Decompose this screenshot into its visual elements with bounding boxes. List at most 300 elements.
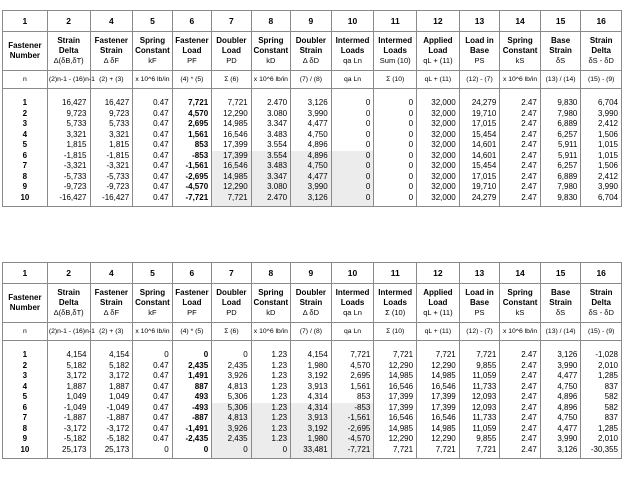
column-number: 10 (331, 263, 374, 284)
table-cell: 11,059 (459, 424, 500, 435)
table-cell: 0 (374, 119, 417, 130)
column-header (540, 32, 581, 71)
column-symbol: Δ δF (103, 308, 120, 317)
table-cell: 3.347 (251, 172, 290, 183)
table-cell: 4,154 (47, 350, 90, 361)
column-symbol: δS - δD (588, 308, 614, 317)
table-cell: 493 (172, 392, 211, 403)
table-cell: 0 (133, 445, 172, 459)
table-row (3, 392, 622, 403)
table-cell: -5,182 (90, 434, 133, 445)
table-row (3, 172, 622, 183)
table-cell: 4,314 (291, 392, 332, 403)
table-cell: 0 (331, 109, 374, 120)
spacer-cell (47, 89, 90, 99)
table-row (3, 403, 622, 414)
fastener-number-cell: 6 (3, 403, 48, 414)
column-title: Doubler Strain (295, 288, 327, 307)
column-symbol: qL + (11) (423, 56, 453, 65)
table-row (3, 382, 622, 393)
table-cell: 2.47 (500, 193, 541, 207)
column-symbol: kD (266, 308, 276, 317)
table-cell: 0 (331, 98, 374, 109)
fastener-number-cell: 4 (3, 130, 48, 141)
column-title: Fastener Strain (94, 288, 129, 307)
table-cell: 3.347 (251, 119, 290, 130)
table-cell: 0 (374, 98, 417, 109)
table-cell: 3,913 (291, 413, 332, 424)
table-cell: 12,290 (374, 434, 417, 445)
table-cell: 0 (374, 109, 417, 120)
table-row (3, 193, 622, 207)
table-cell: 12,290 (417, 361, 460, 372)
spacer-cell (459, 89, 500, 99)
column-number: 4 (90, 263, 133, 284)
column-formula: (2) + (3) (90, 323, 133, 341)
table-cell: 0 (331, 172, 374, 183)
table-row (3, 445, 622, 459)
table-cell: 0 (133, 350, 172, 361)
table-cell: 19,710 (459, 182, 500, 193)
table-cell: 4,896 (291, 151, 332, 162)
table-cell: 1,506 (581, 130, 622, 141)
table-cell: 4,813 (212, 413, 251, 424)
table-cell: 2.47 (500, 382, 541, 393)
table-row (3, 371, 622, 382)
column-formula: (7) / (8) (291, 71, 332, 89)
table-cell: 12,093 (459, 403, 500, 414)
table-cell: 5,182 (90, 361, 133, 372)
table-cell: 9,855 (459, 361, 500, 372)
table-cell: 0.47 (133, 130, 172, 141)
spacer-cell (500, 89, 541, 99)
fastener-number-cell: 5 (3, 140, 48, 151)
column-title: Applied Load (423, 288, 453, 307)
column-header (47, 284, 90, 323)
column-number: 11 (374, 263, 417, 284)
column-number: 15 (540, 263, 581, 284)
column-number: 5 (133, 11, 172, 32)
table-cell: 0 (251, 445, 290, 459)
column-title: Intermed Loads (378, 36, 413, 55)
table-cell: -887 (172, 413, 211, 424)
table-cell: 3,321 (47, 130, 90, 141)
spacer-row (3, 341, 622, 351)
column-number: 6 (172, 11, 211, 32)
column-formula: x 10^6 lb/in (133, 71, 172, 89)
column-title: Intermed Loads (335, 36, 370, 55)
table-cell: 12,093 (459, 392, 500, 403)
spacer-cell (374, 89, 417, 99)
table-cell: 0.47 (133, 434, 172, 445)
table-cell: 1.23 (251, 371, 290, 382)
column-header (172, 284, 211, 323)
column-title: Fastener Load (175, 36, 209, 55)
column-formula: (15) - (9) (581, 323, 622, 341)
column-number: 12 (417, 263, 460, 284)
column-title: Spring Constant (502, 288, 538, 307)
table-cell: -1,815 (90, 151, 133, 162)
column-title: Fastener Strain (94, 36, 129, 55)
fastener-number-cell: 7 (3, 161, 48, 172)
table-cell: 1,561 (331, 382, 374, 393)
table-cell: 5,733 (47, 119, 90, 130)
table-cell: -9,723 (90, 182, 133, 193)
fastener-number-cell: 9 (3, 182, 48, 193)
column-number: 6 (172, 263, 211, 284)
table-cell: 2,435 (212, 361, 251, 372)
spacer-cell (374, 341, 417, 351)
table-row (3, 151, 622, 162)
table-cell: 2,695 (172, 119, 211, 130)
column-number: 1 (3, 11, 48, 32)
column-number: 7 (212, 263, 251, 284)
column-number: 13 (459, 11, 500, 32)
fastener-number-cell: 8 (3, 424, 48, 435)
table-cell: 2.47 (500, 109, 541, 120)
column-number: 15 (540, 11, 581, 32)
column-title: Intermed Loads (335, 288, 370, 307)
column-number: 14 (500, 11, 541, 32)
column-title: Spring Constant (502, 36, 538, 55)
fastener-number-cell: 3 (3, 371, 48, 382)
table-cell: 14,985 (417, 424, 460, 435)
table-cell: 32,000 (417, 151, 460, 162)
column-header (417, 32, 460, 71)
table-cell: 1,506 (581, 161, 622, 172)
spacer-cell (133, 341, 172, 351)
column-symbol: kS (515, 308, 525, 317)
column-header (90, 284, 133, 323)
table-cell: 2.47 (500, 424, 541, 435)
table-cell: 0.47 (133, 161, 172, 172)
table-cell: -493 (172, 403, 211, 414)
column-title: Strain Delta (57, 36, 80, 55)
table-cell: 24,279 (459, 193, 500, 207)
column-formula: (12) - (7) (459, 71, 500, 89)
table-cell: 2.47 (500, 140, 541, 151)
table-cell: 0.47 (133, 424, 172, 435)
table-row (3, 140, 622, 151)
table-cell: 17,015 (459, 172, 500, 183)
column-formula: x 10^6 lb/in (500, 323, 541, 341)
table-cell: -9,723 (47, 182, 90, 193)
fastener-number-cell: 9 (3, 434, 48, 445)
table-cell: 3,926 (212, 371, 251, 382)
column-number: 11 (374, 11, 417, 32)
column-header (47, 32, 90, 71)
table-cell: 0 (172, 350, 211, 361)
table-cell: 14,985 (212, 119, 251, 130)
table-cell: 1.23 (251, 403, 290, 414)
column-header (291, 284, 332, 323)
table-cell: 9,830 (540, 193, 581, 207)
table-cell: 837 (581, 382, 622, 393)
table-cell: 2,010 (581, 434, 622, 445)
table-cell: 3,990 (540, 434, 581, 445)
column-title: Intermed Loads (378, 288, 413, 307)
table-cell: -1,049 (47, 403, 90, 414)
table-cell: 4,750 (291, 130, 332, 141)
table-cell: 17,399 (212, 151, 251, 162)
table-row (3, 109, 622, 120)
table-cell: 3,126 (291, 98, 332, 109)
table-cell: 4,896 (540, 392, 581, 403)
column-formula: qa Ln (331, 71, 374, 89)
table-cell: 9,723 (47, 109, 90, 120)
table-cell: 3.483 (251, 130, 290, 141)
table-cell: 0 (331, 119, 374, 130)
table-cell: 3,172 (47, 371, 90, 382)
table-cell: 4,750 (540, 413, 581, 424)
column-symbol: δS (556, 308, 566, 317)
table-cell: 15,454 (459, 161, 500, 172)
column-header (3, 284, 48, 323)
table-cell: 16,546 (374, 382, 417, 393)
column-title: Fastener Load (175, 288, 209, 307)
table-cell: 7,721 (417, 350, 460, 361)
table-cell: -5,733 (90, 172, 133, 183)
spacer-cell (417, 89, 460, 99)
spacer-cell (47, 341, 90, 351)
column-title: Strain Delta (589, 288, 613, 307)
column-formula: x 10^6 lb/in (251, 323, 290, 341)
table-cell: 14,985 (417, 371, 460, 382)
column-header (540, 284, 581, 323)
table-cell: -16,427 (90, 193, 133, 207)
column-formula: (7) / (8) (291, 323, 332, 341)
column-header (417, 284, 460, 323)
column-number: 1 (3, 263, 48, 284)
formula-row (3, 323, 622, 341)
table-cell: -7,721 (172, 193, 211, 207)
column-header (133, 284, 172, 323)
table-cell: 2.47 (500, 161, 541, 172)
table-cell: 0 (331, 130, 374, 141)
table-cell: 32,000 (417, 182, 460, 193)
formula-row (3, 71, 622, 89)
column-symbol: PS (474, 308, 485, 317)
table-cell: 7,721 (212, 98, 251, 109)
column-header (374, 284, 417, 323)
spacer-cell (251, 341, 290, 351)
column-number: 9 (291, 263, 332, 284)
fastener-number-cell: 10 (3, 193, 48, 207)
table-row (3, 161, 622, 172)
column-header (212, 284, 251, 323)
table-cell: 4,750 (291, 161, 332, 172)
table-cell: 4,477 (291, 172, 332, 183)
table-cell: 0 (374, 161, 417, 172)
table-cell: 7,721 (172, 98, 211, 109)
table-cell: 3,126 (291, 193, 332, 207)
spacer-cell (90, 341, 133, 351)
table-cell: 0.47 (133, 140, 172, 151)
table-cell: 5,306 (212, 392, 251, 403)
table-cell: 7,721 (331, 350, 374, 361)
column-header-row (3, 32, 622, 71)
table-cell: 2.47 (500, 361, 541, 372)
table-cell: 17,399 (374, 392, 417, 403)
table-cell: 4,154 (90, 350, 133, 361)
column-symbol: Δ δD (302, 56, 320, 65)
column-title: Spring Constant (135, 36, 170, 55)
table-cell: 32,000 (417, 119, 460, 130)
table-cell: 2.47 (500, 445, 541, 459)
table-cell: 1.23 (251, 361, 290, 372)
fastener-number-cell: 2 (3, 361, 48, 372)
table-cell: 11,059 (459, 371, 500, 382)
table-cell: 7,980 (540, 109, 581, 120)
table-cell: 5,182 (47, 361, 90, 372)
table-cell: 853 (331, 392, 374, 403)
table-cell: 14,601 (459, 140, 500, 151)
table-cell: 4,477 (540, 424, 581, 435)
column-header (90, 32, 133, 71)
table-cell: 3,990 (540, 361, 581, 372)
table-cell: 0.47 (133, 193, 172, 207)
column-number: 9 (291, 11, 332, 32)
table-cell: 2.47 (500, 371, 541, 382)
table-cell: 3.483 (251, 161, 290, 172)
table-cell: 0 (374, 182, 417, 193)
column-title: Strain Delta (589, 36, 613, 55)
spacer-cell (540, 89, 581, 99)
table-cell: 887 (172, 382, 211, 393)
column-number-row (3, 263, 622, 284)
table-row (3, 130, 622, 141)
table-cell: -1,028 (581, 350, 622, 361)
table-cell: 12,290 (212, 109, 251, 120)
table-cell: 1,815 (47, 140, 90, 151)
column-title: Doubler Load (216, 36, 247, 55)
table-cell: 9,723 (90, 109, 133, 120)
column-title: Fastener Number (8, 41, 42, 60)
table-cell: 32,000 (417, 109, 460, 120)
spacer-cell (251, 89, 290, 99)
column-header (581, 32, 622, 71)
column-formula: x 10^6 lb/in (251, 71, 290, 89)
column-formula: Σ (6) (212, 71, 251, 89)
fastener-number-cell: 10 (3, 445, 48, 459)
spacer-cell (331, 89, 374, 99)
table-cell: 12,290 (417, 434, 460, 445)
column-formula: (13) / (14) (540, 323, 581, 341)
table-cell: 1,491 (172, 371, 211, 382)
table-cell: 3,990 (291, 109, 332, 120)
spacer-cell (500, 341, 541, 351)
table-cell: 32,000 (417, 98, 460, 109)
column-formula: (4) * (5) (172, 71, 211, 89)
table-cell: 1,561 (172, 130, 211, 141)
table-cell: -1,561 (331, 413, 374, 424)
spacer-cell (3, 341, 48, 351)
column-title: Spring Constant (253, 288, 289, 307)
table-cell: 3,990 (581, 109, 622, 120)
table-cell: 3,172 (90, 371, 133, 382)
table-cell: 582 (581, 392, 622, 403)
table-cell: 33,481 (291, 445, 332, 459)
table-cell: 2,435 (172, 361, 211, 372)
column-formula: (12) - (7) (459, 323, 500, 341)
table-cell: 2.47 (500, 130, 541, 141)
table-cell: 1,887 (47, 382, 90, 393)
table-cell: -5,733 (47, 172, 90, 183)
table-cell: 16,427 (90, 98, 133, 109)
column-symbol: kD (266, 56, 276, 65)
table-cell: 0.47 (133, 382, 172, 393)
table-cell: -3,172 (90, 424, 133, 435)
table-cell: 0.47 (133, 119, 172, 130)
table-cell: 4,750 (540, 382, 581, 393)
table-cell: 1.23 (251, 424, 290, 435)
table-row (3, 119, 622, 130)
table-cell: 1,015 (581, 151, 622, 162)
table-cell: 14,985 (374, 424, 417, 435)
column-title: Applied Load (423, 36, 453, 55)
table-cell: 0.47 (133, 413, 172, 424)
table-cell: 2.470 (251, 193, 290, 207)
table-cell: 14,985 (374, 371, 417, 382)
table-cell: 3.080 (251, 109, 290, 120)
table-cell: -2,435 (172, 434, 211, 445)
table-cell: 7,721 (374, 350, 417, 361)
table-cell: -5,182 (47, 434, 90, 445)
table-cell: 32,000 (417, 193, 460, 207)
table-cell: -3,321 (90, 161, 133, 172)
table-cell: 3,321 (90, 130, 133, 141)
table-cell: 0.47 (133, 182, 172, 193)
column-header (291, 32, 332, 71)
table-cell: 3,926 (212, 424, 251, 435)
column-number: 8 (251, 263, 290, 284)
table-cell: 25,173 (90, 445, 133, 459)
table-cell: 2,412 (581, 119, 622, 130)
fastener-number-cell: 3 (3, 119, 48, 130)
column-header (212, 32, 251, 71)
table-cell: -16,427 (47, 193, 90, 207)
column-title: Spring Constant (135, 288, 170, 307)
fastener-number-cell: 1 (3, 350, 48, 361)
table-cell: 2.47 (500, 151, 541, 162)
spacer-cell (459, 341, 500, 351)
table-cell: 4,896 (291, 140, 332, 151)
table-cell: 7,721 (459, 445, 500, 459)
table-cell: 4,570 (331, 361, 374, 372)
table-cell: 5,911 (540, 151, 581, 162)
table-cell: 15,454 (459, 130, 500, 141)
column-symbol: PS (474, 56, 485, 65)
spacer-cell (581, 341, 622, 351)
table-cell: 3,192 (291, 424, 332, 435)
column-title: Base Strain (549, 36, 572, 55)
table-cell: 14,601 (459, 151, 500, 162)
column-formula: Σ (10) (374, 71, 417, 89)
spacer-cell (291, 89, 332, 99)
column-formula: Σ (10) (374, 323, 417, 341)
table-cell: 3,192 (291, 371, 332, 382)
table-cell: 0.47 (133, 361, 172, 372)
column-formula: x 10^6 lb/in (133, 323, 172, 341)
table-cell: 6,257 (540, 130, 581, 141)
fastener-load-table-2 (2, 262, 622, 459)
table-cell: 2.47 (500, 434, 541, 445)
table-cell: 0 (331, 182, 374, 193)
column-symbol: PD (226, 308, 237, 317)
table-cell: 4,154 (291, 350, 332, 361)
column-symbol: qa Ln (343, 56, 362, 65)
table-cell: 2.47 (500, 172, 541, 183)
